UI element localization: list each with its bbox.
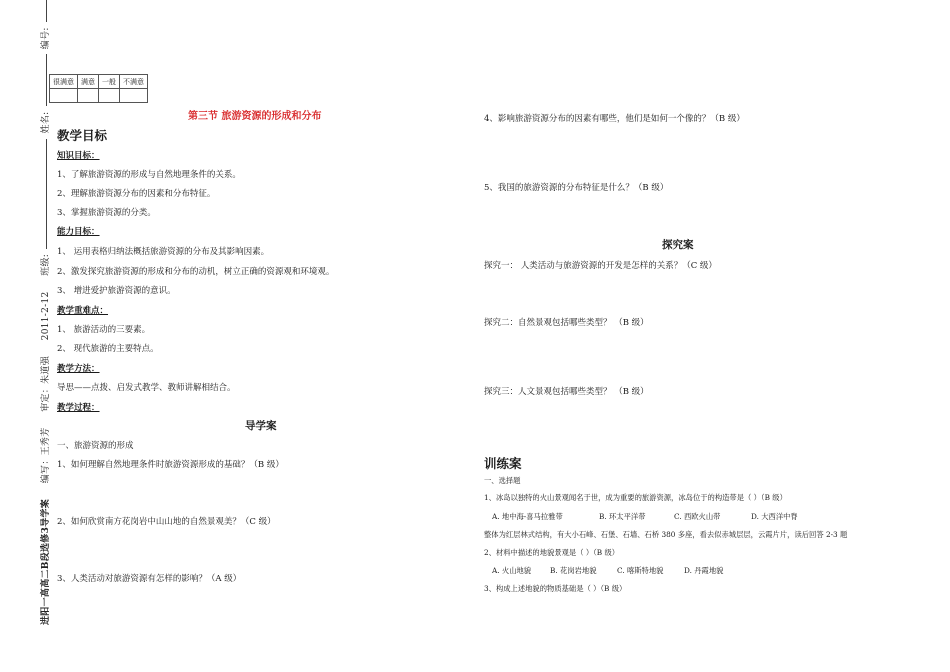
- date-label: 2011-2-12: [41, 291, 51, 341]
- question-5: 5、我国的旅游资源的分布特征是什么？（B 级）: [484, 183, 669, 193]
- training-question-1: 1、冰岛以独特的火山景观闻名于世，成为重要的旅游资源，冰岛位于的构造带是（ ）（B 级）: [484, 493, 787, 502]
- question-3: 3、人类活动对旅游资源有怎样的影响？（A 级）: [57, 574, 242, 584]
- goals-heading: 教学目标: [57, 128, 108, 143]
- rating-cell[interactable]: [120, 89, 148, 103]
- option-d: D. 丹霞地貌: [684, 566, 724, 575]
- rating-very-satisfied: 很满意: [50, 75, 78, 89]
- explore-question-1: 探究一： 人类活动与旅游资源的开发是怎样的关系？（C 级）: [484, 261, 717, 271]
- key-points-heading: 教学重难点：: [57, 306, 109, 316]
- reviewer-label: 审定：朱道强: [41, 355, 51, 412]
- ability-item: 1、 运用表格归纳法概括旅游资源的分布及其影响因素。: [57, 247, 270, 257]
- section-title: 第三节 旅游资源的形成和分布: [188, 111, 322, 122]
- class-label: 班级:: [41, 253, 51, 276]
- option-b: B. 花岗岩地貌: [550, 566, 597, 575]
- rating-satisfied: 满意: [78, 75, 99, 89]
- knowledge-item: 1、了解旅游资源的形成与自然地理条件的关系。: [57, 170, 241, 180]
- explore-heading: 探究案: [662, 239, 694, 251]
- course-label: 进阳一高高二B段选修3导学案: [41, 498, 51, 625]
- training-question-3: 3、构成上述地貌的物质基础是（ ）（B 级）: [484, 584, 627, 593]
- key-point-item: 1、 旅游活动的三要素。: [57, 325, 151, 335]
- knowledge-item: 3、掌握旅游资源的分类。: [57, 208, 156, 218]
- rating-cell[interactable]: [78, 89, 99, 103]
- satisfaction-table: [49, 74, 148, 103]
- rating-check-row: [50, 89, 148, 103]
- ability-item: 2、激发探究旅游资源的形成和分布的动机，树立正确的资源观和环境观。: [57, 267, 335, 277]
- rating-cell[interactable]: [50, 89, 78, 103]
- training-question-2: 2、材料中描述的地貌景观是（ ）（B 级）: [484, 548, 620, 557]
- reading-passage: 整体为红层林式结构，有大小石峰、石堡、石墙、石桥 380 多座，看去似赤城层层，云霞片片，读后回答 2-3 题: [484, 530, 848, 539]
- class-blank-line[interactable]: [45, 139, 47, 249]
- rating-unsatisfied: 不满意: [120, 75, 148, 89]
- option-d: D. 大西洋中脊: [751, 512, 798, 521]
- knowledge-heading: 知识目标：: [57, 151, 100, 161]
- guide-heading: 导学案: [245, 420, 277, 432]
- option-c: C. 西欧火山带: [674, 512, 721, 521]
- option-a: A. 火山地貌: [492, 566, 532, 575]
- method-text: 导思——点拨、启发式教学、教师讲解相结合。: [57, 383, 236, 393]
- training-heading: 训练案: [484, 456, 522, 471]
- knowledge-item: 2、理解旅游资源分布的因素和分布特征。: [57, 189, 216, 199]
- process-heading: 教学过程：: [57, 403, 100, 413]
- question-2: 2、如何欣赏南方花岗岩中山山地的自然景观美？（C 级）: [57, 517, 276, 527]
- name-label: 姓名:: [41, 111, 51, 134]
- rating-cell[interactable]: [99, 89, 120, 103]
- explore-question-2: 探究二：自然景观包括哪些类型？ （B 级）: [484, 318, 649, 328]
- option-c: C. 喀斯特地貌: [617, 566, 664, 575]
- method-heading: 教学方法：: [57, 364, 100, 374]
- option-a: A. 地中海-喜马拉雅带: [492, 512, 563, 521]
- ability-item: 3、 增进爱护旅游资源的意识。: [57, 286, 176, 296]
- option-b: B. 环太平洋带: [599, 512, 646, 521]
- number-blank-line[interactable]: [45, 0, 47, 22]
- question-1: 1、如何理解自然地理条件时旅游资源形成的基础？（B 级）: [57, 460, 284, 470]
- guide-subheading: 一、旅游资源的形成: [57, 441, 134, 451]
- rating-average: 一般: [99, 75, 120, 89]
- explore-question-3: 探究三：人文景观包括哪些类型？ （B 级）: [484, 387, 649, 397]
- training-subheading: 一、选择题: [484, 476, 521, 485]
- author-label: 编写：王秀芳: [41, 427, 51, 484]
- question-4: 4、影响旅游资源分布的因素有哪些，他们是如何一个像的？（B 级）: [484, 114, 745, 124]
- ability-heading: 能力目标：: [57, 227, 100, 237]
- name-blank-line[interactable]: [45, 54, 47, 106]
- number-label: 编号:: [41, 27, 51, 50]
- rating-header-row: [50, 75, 148, 89]
- key-point-item: 2、 现代旅游的主要特点。: [57, 344, 159, 354]
